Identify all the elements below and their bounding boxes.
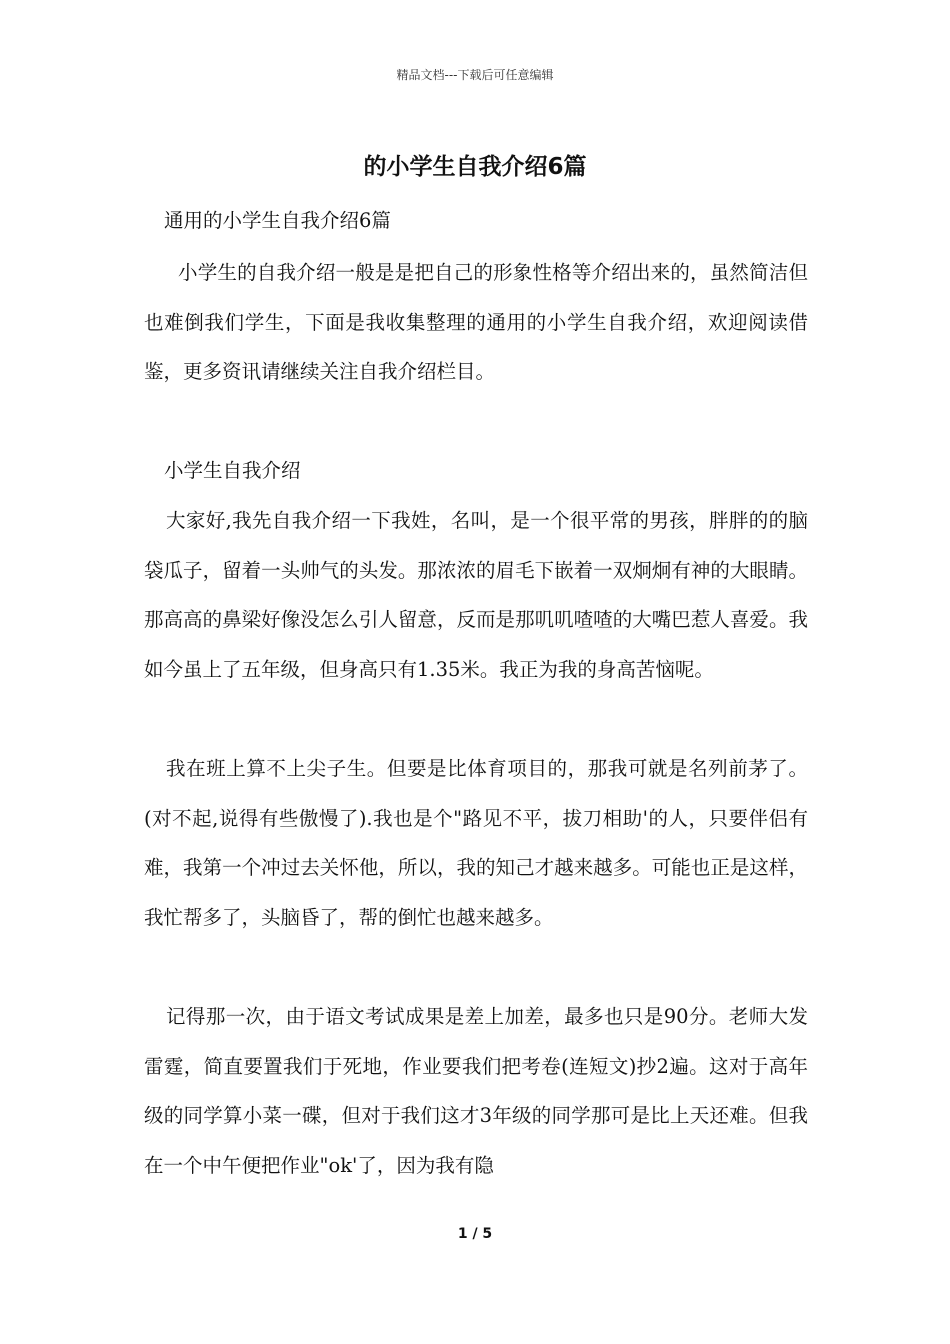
section-heading: 小学生自我介绍 — [164, 459, 301, 482]
document-subtitle: 通用的小学生自我介绍6篇 — [164, 209, 391, 232]
document-title: 的小学生自我介绍6篇 — [363, 154, 587, 180]
body-paragraph: 我在班上算不上尖子生。但要是比体育项目的，那我可就是名列前茅了。(对不起,说得有些傲慢了).我也是个"路见不平，拔刀相助'的人，只要伴侣有难，我第一个冲过去关怀他，所以，我的知己才越来越多。可能也正是这样，我忙帮多了，头脑昏了，帮的倒忙也越来越多。 — [144, 757, 808, 929]
body-paragraph: 大家好,我先自我介绍一下我姓，名叫，是一个很平常的男孩，胖胖的的脑袋瓜子，留着一头帅气的头发。那浓浓的眉毛下嵌着一双炯炯有神的大眼睛。那高高的鼻梁好像没怎么引人留意，反而是那叽叽喳喳的大嘴巴惹人喜爱。我如今虽上了五年级，但身高只有1.35米。我正为我的身高苦恼呢。 — [144, 509, 808, 681]
body-paragraph: 记得那一次，由于语文考试成果是差上加差，最多也只是90分。老师大发雷霆，简直要置我们于死地，作业要我们把考卷(连短文)抄2遍。这对于高年级的同学算小菜一碟，但对于我们这才3年级的同学那可是比上天还难。但我在一个中午便把作业"ok'了，因为我有隐 — [144, 1005, 808, 1177]
page-header: 精品文档---下载后可任意编辑 — [396, 68, 554, 82]
intro-paragraph: 小学生的自我介绍一般是是把自己的形象性格等介绍出来的，虽然简洁但也难倒我们学生，下面是我收集整理的通用的小学生自我介绍，欢迎阅读借鉴，更多资讯请继续关注自我介绍栏目。 — [144, 261, 808, 383]
page-number: 1 / 5 — [457, 1226, 493, 1242]
